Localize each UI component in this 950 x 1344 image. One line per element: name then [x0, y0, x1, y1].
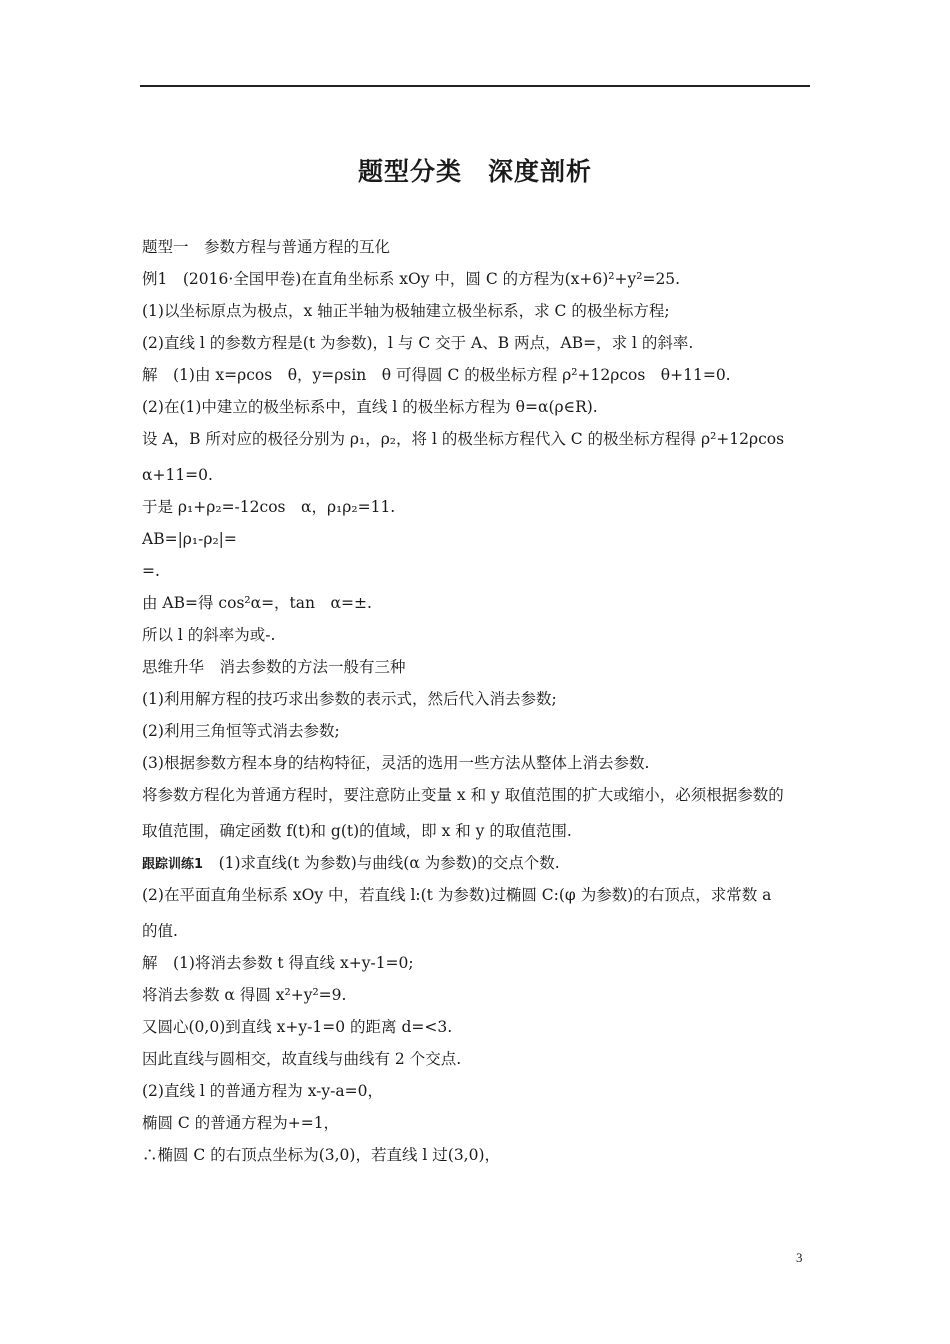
solution-line: 于是 ρ₁+ρ₂=-12cos α，ρ₁ρ₂=11. — [142, 498, 396, 516]
insight-note: 取值范围，确定函数 f(t)和 g(t)的值域，即 x 和 y 的取值范围. — [142, 822, 572, 840]
example-statement: 例1 (2016·全国甲卷)在直角坐标系 xOy 中，圆 C 的方程为(x+6)²+y²=25. — [142, 270, 681, 288]
training-part-2: (2)在平面直角坐标系 xOy 中，若直线 l:(t 为参数)过椭圆 C:(φ 为参数)的右顶点，求常数 a — [142, 886, 772, 904]
insight-heading: 思维升华 消去参数的方法一般有三种 — [142, 658, 406, 676]
solution-line: α+11=0. — [142, 466, 213, 484]
solution-line: 解 (1)将消去参数 t 得直线 x+y-1=0; — [142, 954, 414, 972]
top-rule — [140, 85, 810, 87]
section-heading: 题型一 参数方程与普通方程的互化 — [142, 238, 391, 256]
solution-line: AB=|ρ₁-ρ₂|= — [142, 530, 237, 548]
insight-item: (3)根据参数方程本身的结构特征，灵活的选用一些方法从整体上消去参数. — [142, 754, 650, 772]
training-part-2: 的值. — [142, 922, 178, 940]
insight-item: (2)利用三角恒等式消去参数; — [142, 722, 340, 740]
solution-line: 椭圆 C 的普通方程为+=1， — [142, 1114, 340, 1132]
solution-line: (2)直线 l 的普通方程为 x-y-a=0， — [142, 1082, 383, 1100]
solution-line: 解 (1)由 x=ρcos θ，y=ρsin θ 可得圆 C 的极坐标方程 ρ²+12ρcos θ+11=0. — [142, 366, 731, 384]
training-statement — [142, 847, 812, 879]
training-label: 跟踪训练1 — [142, 857, 204, 872]
solution-line: =. — [142, 562, 160, 580]
page-number: 3 — [796, 1250, 803, 1265]
solution-line: ∴椭圆 C 的右顶点坐标为(3,0)，若直线 l 过(3,0)， — [142, 1146, 501, 1164]
page-title: 题型分类 深度剖析 — [357, 157, 592, 186]
solution-line: 设 A，B 所对应的极径分别为 ρ₁，ρ₂，将 l 的极坐标方程代入 C 的极坐标方程得 ρ²+12ρcos — [142, 430, 785, 448]
example-part-2: (2)直线 l 的参数方程是(t 为参数)，l 与 C 交于 A、B 两点，AB=，求 l 的斜率. — [142, 334, 694, 352]
insight-note: 将参数方程化为普通方程时，要注意防止变量 x 和 y 取值范围的扩大或缩小，必须根据参数的 — [142, 786, 784, 804]
solution-line: 又圆心(0,0)到直线 x+y-1=0 的距离 d=<3. — [142, 1018, 453, 1036]
insight-item: (1)利用解方程的技巧求出参数的表示式，然后代入消去参数; — [142, 690, 557, 708]
solution-line: 所以 l 的斜率为或-. — [142, 626, 276, 644]
solution-line: 因此直线与圆相交，故直线与曲线有 2 个交点. — [142, 1050, 462, 1068]
training-part-1: (1)求直线(t 为参数)与曲线(α 为参数)的交点个数. — [218, 854, 560, 872]
solution-line: 将消去参数 α 得圆 x²+y²=9. — [142, 986, 347, 1004]
example-part-1: (1)以坐标原点为极点，x 轴正半轴为极轴建立极坐标系，求 C 的极坐标方程; — [142, 302, 670, 320]
solution-line: 由 AB=得 cos²α=，tan α=±. — [142, 594, 372, 612]
document-body — [142, 231, 812, 1171]
solution-line: (2)在(1)中建立的极坐标系中，直线 l 的极坐标方程为 θ=α(ρ∈R). — [142, 398, 598, 416]
